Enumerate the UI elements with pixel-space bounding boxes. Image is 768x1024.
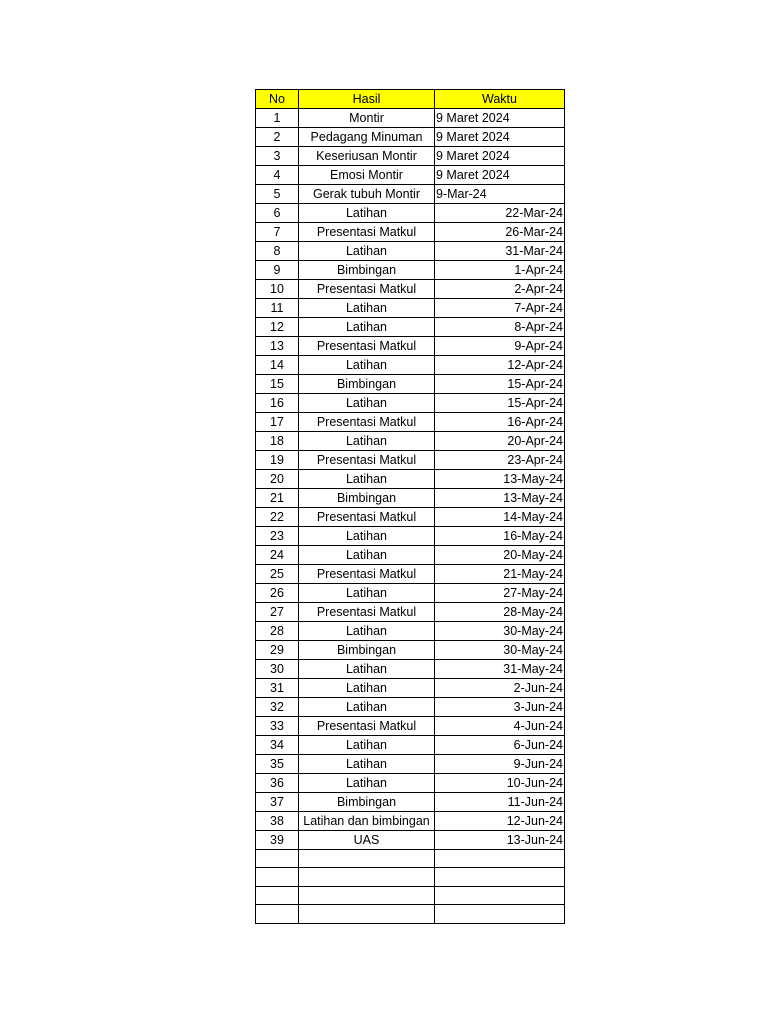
cell-hasil[interactable]: Latihan xyxy=(299,774,435,793)
cell-waktu[interactable]: 30-May-24 xyxy=(435,622,565,641)
table-row xyxy=(256,242,565,261)
cell-hasil[interactable]: Bimbingan xyxy=(299,641,435,660)
cell-waktu[interactable]: 20-Apr-24 xyxy=(435,432,565,451)
cell-waktu[interactable]: 13-May-24 xyxy=(435,470,565,489)
table-row xyxy=(256,109,565,128)
cell-waktu[interactable]: 22-Mar-24 xyxy=(435,204,565,223)
table-row xyxy=(256,470,565,489)
cell-hasil[interactable]: Latihan xyxy=(299,736,435,755)
cell-hasil[interactable]: Bimbingan xyxy=(299,489,435,508)
cell-waktu[interactable]: 14-May-24 xyxy=(435,508,565,527)
cell-hasil[interactable]: Latihan xyxy=(299,356,435,375)
table-row xyxy=(256,394,565,413)
cell-hasil[interactable]: Latihan xyxy=(299,204,435,223)
cell-waktu[interactable]: 9 Maret 2024 xyxy=(435,128,565,147)
cell-no[interactable]: 34 xyxy=(256,736,299,755)
table-row xyxy=(256,166,565,185)
cell-no[interactable]: 2 xyxy=(256,128,299,147)
table-row xyxy=(256,679,565,698)
cell-hasil[interactable] xyxy=(299,905,435,923)
cell-hasil[interactable]: Latihan xyxy=(299,698,435,717)
cell-hasil[interactable]: Pedagang Minuman xyxy=(299,128,435,147)
cell-hasil[interactable]: Presentasi Matkul xyxy=(299,451,435,470)
table-row xyxy=(256,603,565,622)
table-row xyxy=(256,812,565,831)
cell-hasil[interactable]: Presentasi Matkul xyxy=(299,223,435,242)
cell-no[interactable]: 9 xyxy=(256,261,299,280)
cell-no[interactable] xyxy=(256,868,299,886)
cell-hasil[interactable]: Latihan xyxy=(299,546,435,565)
cell-waktu[interactable]: 1-Apr-24 xyxy=(435,261,565,280)
cell-no[interactable]: 31 xyxy=(256,679,299,698)
table-row xyxy=(256,489,565,508)
cell-waktu[interactable]: 2-Jun-24 xyxy=(435,679,565,698)
cell-hasil[interactable]: Latihan xyxy=(299,299,435,318)
cell-no[interactable]: 15 xyxy=(256,375,299,394)
table-row xyxy=(256,204,565,223)
table-row xyxy=(256,660,565,679)
cell-waktu[interactable]: 10-Jun-24 xyxy=(435,774,565,793)
cell-waktu[interactable]: 6-Jun-24 xyxy=(435,736,565,755)
cell-no[interactable]: 33 xyxy=(256,717,299,736)
table-row xyxy=(256,299,565,318)
cell-waktu[interactable]: 7-Apr-24 xyxy=(435,299,565,318)
cell-waktu[interactable]: 31-May-24 xyxy=(435,660,565,679)
cell-hasil[interactable]: Latihan xyxy=(299,318,435,337)
table-row xyxy=(256,432,565,451)
cell-no[interactable]: 25 xyxy=(256,565,299,584)
cell-no[interactable]: 14 xyxy=(256,356,299,375)
cell-no[interactable]: 18 xyxy=(256,432,299,451)
cell-no[interactable]: 20 xyxy=(256,470,299,489)
cell-no[interactable] xyxy=(256,886,299,904)
cell-hasil[interactable]: Latihan xyxy=(299,660,435,679)
cell-waktu[interactable]: 15-Apr-24 xyxy=(435,394,565,413)
cell-hasil[interactable]: Latihan dan bimbingan xyxy=(299,812,435,831)
table-row xyxy=(256,793,565,812)
cell-waktu[interactable]: 16-Apr-24 xyxy=(435,413,565,432)
cell-no[interactable]: 32 xyxy=(256,698,299,717)
cell-waktu[interactable]: 11-Jun-24 xyxy=(435,793,565,812)
cell-waktu[interactable]: 15-Apr-24 xyxy=(435,375,565,394)
cell-no[interactable]: 1 xyxy=(256,109,299,128)
cell-no[interactable]: 19 xyxy=(256,451,299,470)
cell-hasil[interactable]: Bimbingan xyxy=(299,375,435,394)
cell-no[interactable]: 12 xyxy=(256,318,299,337)
header-row xyxy=(256,90,565,109)
table-row xyxy=(256,147,565,166)
cell-no[interactable]: 6 xyxy=(256,204,299,223)
cell-no[interactable]: 3 xyxy=(256,147,299,166)
cell-waktu[interactable] xyxy=(435,886,565,904)
cell-waktu[interactable]: 27-May-24 xyxy=(435,584,565,603)
cell-waktu[interactable]: 3-Jun-24 xyxy=(435,698,565,717)
table-row xyxy=(256,261,565,280)
cell-waktu[interactable] xyxy=(435,868,565,886)
cell-hasil[interactable] xyxy=(299,886,435,904)
cell-no[interactable]: 21 xyxy=(256,489,299,508)
cell-no[interactable]: 28 xyxy=(256,622,299,641)
cell-waktu[interactable]: 2-Apr-24 xyxy=(435,280,565,299)
cell-waktu[interactable]: 9-Jun-24 xyxy=(435,755,565,774)
table-row xyxy=(256,280,565,299)
empty-row xyxy=(256,850,565,868)
table-row xyxy=(256,318,565,337)
cell-waktu[interactable]: 13-May-24 xyxy=(435,489,565,508)
cell-no[interactable]: 11 xyxy=(256,299,299,318)
cell-no[interactable]: 13 xyxy=(256,337,299,356)
table-row xyxy=(256,413,565,432)
cell-hasil[interactable]: Latihan xyxy=(299,527,435,546)
cell-hasil[interactable]: Emosi Montir xyxy=(299,166,435,185)
cell-hasil[interactable] xyxy=(299,850,435,868)
cell-no[interactable]: 39 xyxy=(256,831,299,850)
cell-hasil[interactable]: Bimbingan xyxy=(299,793,435,812)
cell-waktu[interactable]: 8-Apr-24 xyxy=(435,318,565,337)
cell-hasil[interactable]: Presentasi Matkul xyxy=(299,508,435,527)
cell-no[interactable]: 17 xyxy=(256,413,299,432)
cell-no[interactable]: 16 xyxy=(256,394,299,413)
cell-hasil[interactable]: Montir xyxy=(299,109,435,128)
cell-no[interactable]: 36 xyxy=(256,774,299,793)
cell-no[interactable]: 37 xyxy=(256,793,299,812)
cell-waktu[interactable]: 20-May-24 xyxy=(435,546,565,565)
table-row xyxy=(256,223,565,242)
cell-no[interactable]: 23 xyxy=(256,527,299,546)
cell-hasil[interactable]: Presentasi Matkul xyxy=(299,565,435,584)
cell-no[interactable]: 10 xyxy=(256,280,299,299)
table-row xyxy=(256,508,565,527)
cell-no[interactable]: 22 xyxy=(256,508,299,527)
cell-no[interactable]: 8 xyxy=(256,242,299,261)
cell-hasil[interactable]: Presentasi Matkul xyxy=(299,337,435,356)
table-row xyxy=(256,755,565,774)
cell-waktu[interactable]: 21-May-24 xyxy=(435,565,565,584)
table-row xyxy=(256,356,565,375)
cell-no[interactable]: 24 xyxy=(256,546,299,565)
cell-waktu[interactable]: 12-Apr-24 xyxy=(435,356,565,375)
cell-no[interactable]: 4 xyxy=(256,166,299,185)
cell-hasil[interactable]: Latihan xyxy=(299,394,435,413)
cell-waktu[interactable]: 16-May-24 xyxy=(435,527,565,546)
cell-no[interactable]: 38 xyxy=(256,812,299,831)
cell-waktu[interactable]: 9-Mar-24 xyxy=(435,185,565,204)
cell-hasil[interactable]: UAS xyxy=(299,831,435,850)
cell-hasil[interactable]: Latihan xyxy=(299,242,435,261)
cell-waktu[interactable]: 9-Apr-24 xyxy=(435,337,565,356)
cell-waktu[interactable]: 12-Jun-24 xyxy=(435,812,565,831)
header-no[interactable]: No xyxy=(256,90,299,109)
cell-hasil[interactable]: Gerak tubuh Montir xyxy=(299,185,435,204)
cell-waktu[interactable]: 13-Jun-24 xyxy=(435,831,565,850)
header-waktu[interactable]: Waktu xyxy=(435,90,565,109)
cell-hasil[interactable]: Bimbingan xyxy=(299,261,435,280)
cell-hasil[interactable]: Keseriusan Montir xyxy=(299,147,435,166)
cell-waktu[interactable]: 30-May-24 xyxy=(435,641,565,660)
cell-waktu[interactable]: 31-Mar-24 xyxy=(435,242,565,261)
table-row xyxy=(256,774,565,793)
cell-hasil[interactable]: Latihan xyxy=(299,622,435,641)
empty-row xyxy=(256,868,565,886)
table-row xyxy=(256,584,565,603)
cell-waktu[interactable] xyxy=(435,850,565,868)
cell-waktu[interactable]: 26-Mar-24 xyxy=(435,223,565,242)
cell-hasil[interactable]: Latihan xyxy=(299,755,435,774)
cell-hasil[interactable]: Latihan xyxy=(299,679,435,698)
cell-no[interactable]: 26 xyxy=(256,584,299,603)
table-row xyxy=(256,128,565,147)
table-row xyxy=(256,736,565,755)
cell-no[interactable]: 35 xyxy=(256,755,299,774)
cell-hasil[interactable]: Latihan xyxy=(299,470,435,489)
cell-no[interactable]: 5 xyxy=(256,185,299,204)
cell-waktu[interactable] xyxy=(435,905,565,923)
cell-no[interactable]: 7 xyxy=(256,223,299,242)
cell-hasil[interactable]: Latihan xyxy=(299,584,435,603)
cell-waktu[interactable]: 28-May-24 xyxy=(435,603,565,622)
cell-hasil[interactable]: Latihan xyxy=(299,432,435,451)
header-hasil[interactable]: Hasil xyxy=(299,90,435,109)
cell-hasil[interactable]: Presentasi Matkul xyxy=(299,413,435,432)
cell-no[interactable]: 29 xyxy=(256,641,299,660)
empty-row xyxy=(256,905,565,923)
table-row xyxy=(256,451,565,470)
cell-waktu[interactable]: 9 Maret 2024 xyxy=(435,166,565,185)
table-row xyxy=(256,565,565,584)
empty-row xyxy=(256,886,565,904)
table-row xyxy=(256,831,565,850)
cell-waktu[interactable]: 23-Apr-24 xyxy=(435,451,565,470)
cell-no[interactable] xyxy=(256,850,299,868)
cell-hasil[interactable] xyxy=(299,868,435,886)
table-row xyxy=(256,622,565,641)
cell-no[interactable]: 30 xyxy=(256,660,299,679)
table-row xyxy=(256,698,565,717)
cell-waktu[interactable]: 9 Maret 2024 xyxy=(435,109,565,128)
table-row xyxy=(256,641,565,660)
table-row xyxy=(256,717,565,736)
table-row xyxy=(256,375,565,394)
cell-waktu[interactable]: 9 Maret 2024 xyxy=(435,147,565,166)
table-body xyxy=(256,109,565,924)
table-row xyxy=(256,185,565,204)
cell-hasil[interactable]: Presentasi Matkul xyxy=(299,603,435,622)
cell-no[interactable]: 27 xyxy=(256,603,299,622)
table-row xyxy=(256,527,565,546)
cell-hasil[interactable]: Presentasi Matkul xyxy=(299,280,435,299)
table-row xyxy=(256,546,565,565)
cell-waktu[interactable]: 4-Jun-24 xyxy=(435,717,565,736)
schedule-table xyxy=(255,89,565,924)
table-row xyxy=(256,337,565,356)
cell-no[interactable] xyxy=(256,905,299,923)
cell-hasil[interactable]: Presentasi Matkul xyxy=(299,717,435,736)
